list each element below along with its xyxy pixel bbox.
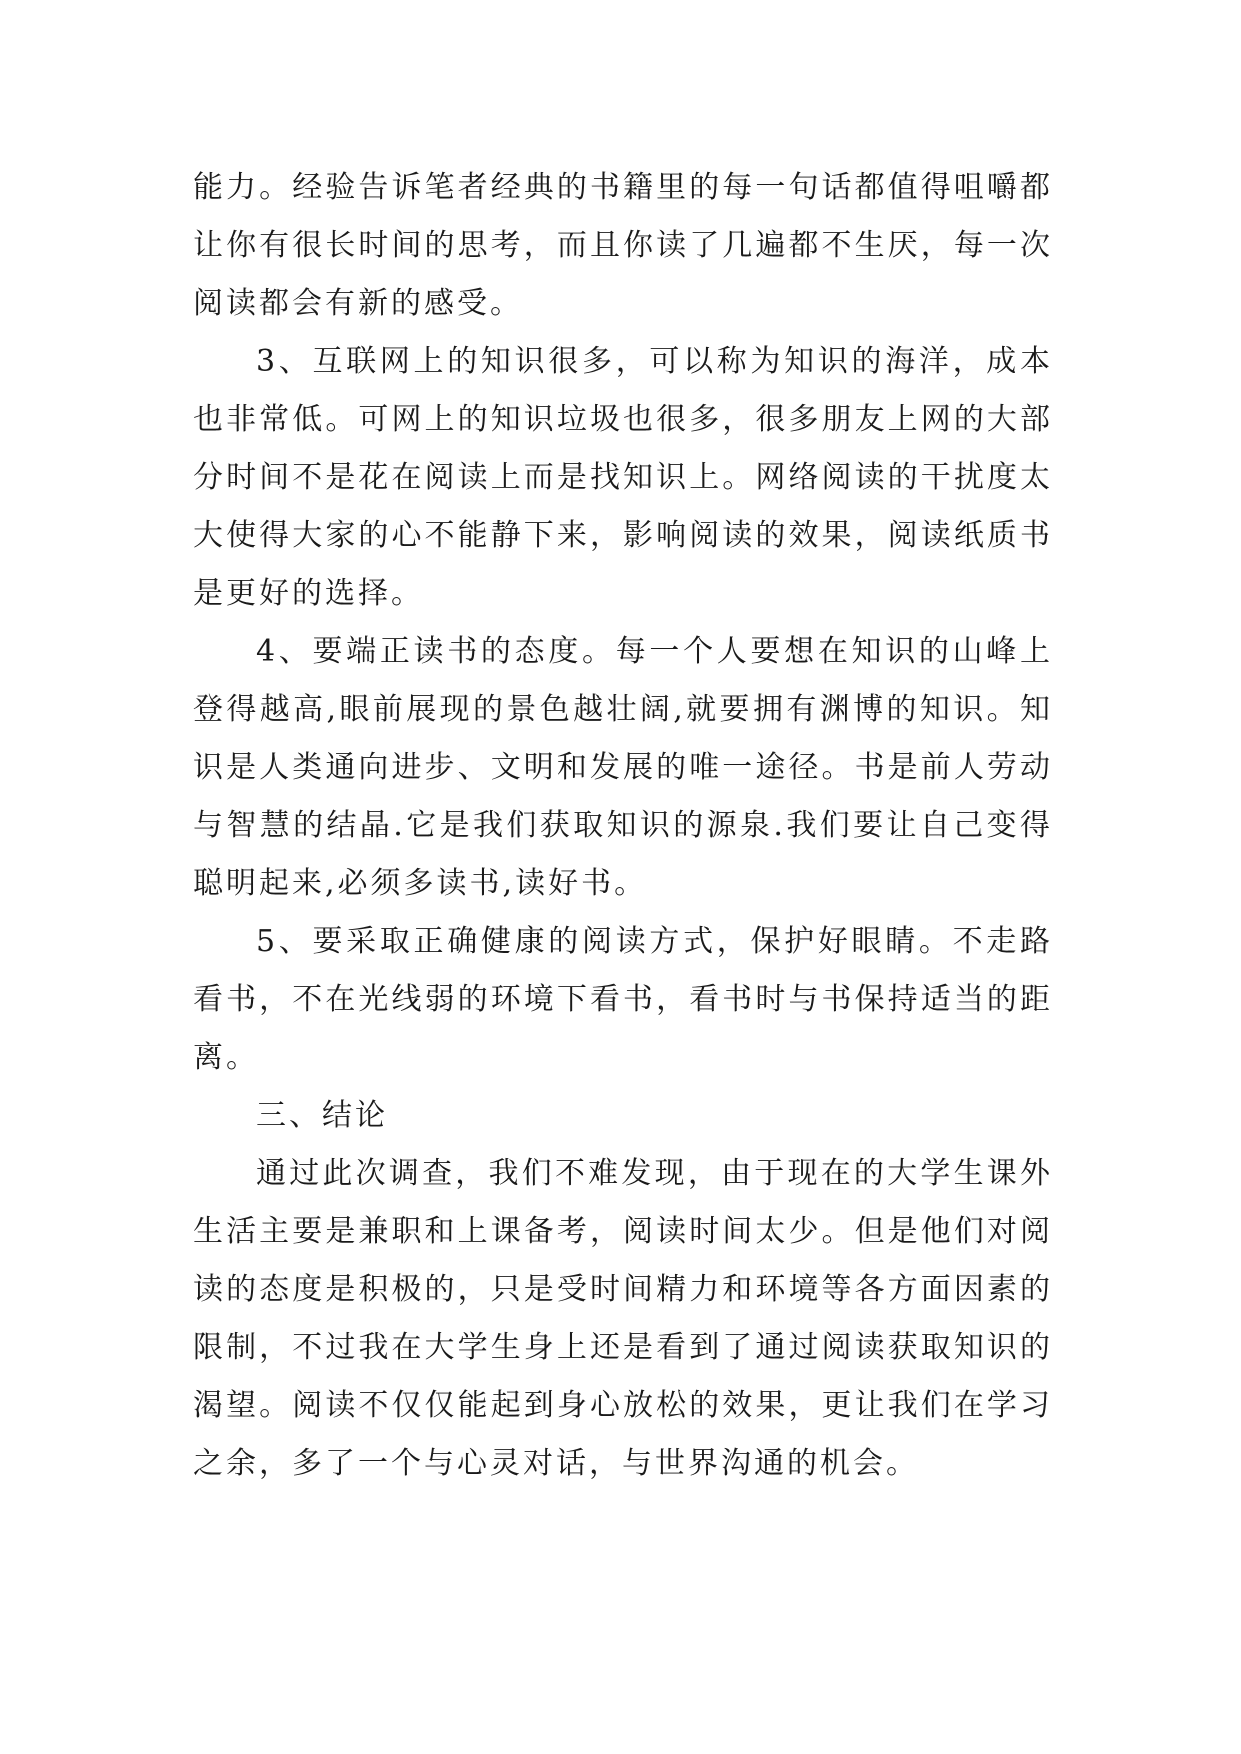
- section-heading-conclusion: 三、结论: [256, 1098, 388, 1133]
- paragraph-continuation: 能力。经验告诉笔者经典的书籍里的每一句话都值得咀嚼都让你有很长时间的思考，而且你读了几遍都不生厌，每一次阅读都会有新的感受。: [193, 170, 1053, 321]
- paragraph-point-3: 3、互联网上的知识很多，可以称为知识的海洋，成本也非常低。可网上的知识垃圾也很多，很多朋友上网的大部分时间不是花在阅读上而是找知识上。网络阅读的干扰度太大使得大家的心不能静下来，影响阅读的效果，阅读纸质书是更好的选择。: [193, 344, 1053, 611]
- document-body: [193, 159, 1053, 1493]
- paragraph-point-4: 4、要端正读书的态度。每一个人要想在知识的山峰上登得越高,眼前展现的景色越壮阔,就要拥有渊博的知识。知识是人类通向进步、文明和发展的唯一途径。书是前人劳动与智慧的结晶.它是我们获取知识的源泉.我们要让自己变得聪明起来,必须多读书,读好书。: [193, 634, 1053, 901]
- paragraph-conclusion: 通过此次调查，我们不难发现，由于现在的大学生课外生活主要是兼职和上课备考，阅读时间太少。但是他们对阅读的态度是积极的，只是受时间精力和环境等各方面因素的限制，不过我在大学生身上还是看到了通过阅读获取知识的渴望。阅读不仅仅能起到身心放松的效果，更让我们在学习之余，多了一个与心灵对话，与世界沟通的机会。: [193, 1156, 1053, 1481]
- paragraph-point-5: 5、要采取正确健康的阅读方式，保护好眼睛。不走路看书，不在光线弱的环境下看书，看书时与书保持适当的距离。: [193, 924, 1053, 1075]
